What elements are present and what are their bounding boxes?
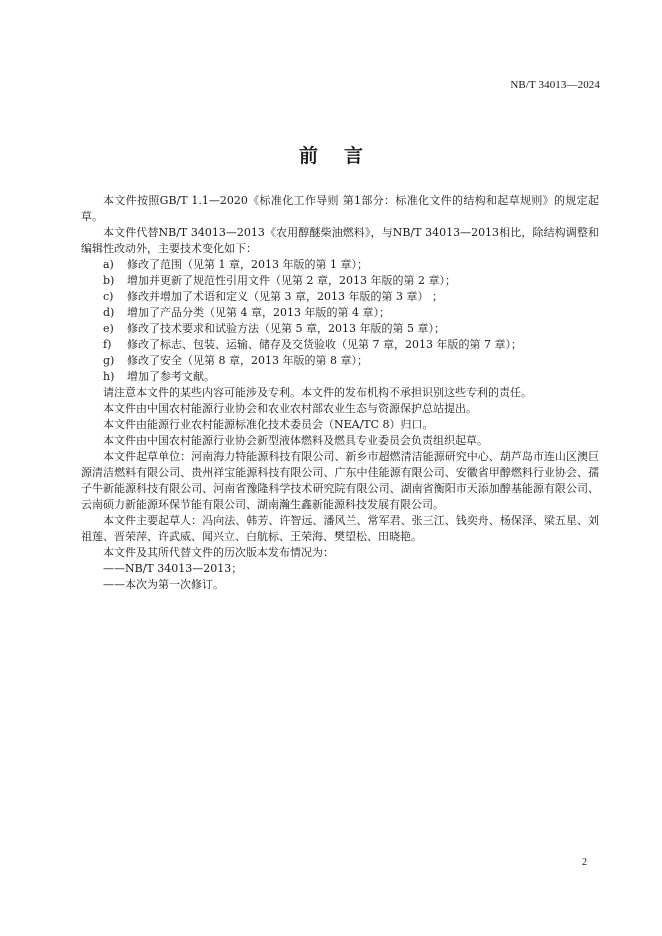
list-text: 修改了标志、包装、运输、储存及交货验收（见第 7 章，2013 年版的第 7 章）； (127, 338, 522, 351)
list-item: ——NB/T 34013—2013； (103, 562, 243, 575)
list-text: 修改了安全（见第 8 章，2013 年版的第 8 章）； (127, 354, 368, 367)
paragraph-drafting-units: 本文件起草单位：河南海力特能源科技有限公司、新乡市超燃清洁能源研究中心、葫芦岛市连山区澳巨源清洁燃料有限公司、贵州祥宝能源科技有限公司、广东中佳能源有限公司、安徽省甲醇燃料行业协会、孺子牛新能源科技有限公司、河南省豫隆科学技术研究院有限公司、湖南省衡阳市天添加醇基能源有限公司、云南硕力新能源环保节能有限公司、湖南瀚生鑫新能源科技发展有限公司。 (81, 450, 599, 511)
list-item (81, 321, 599, 337)
history-list (81, 561, 599, 593)
paragraph-drafters: 本文件主要起草人：冯向法、韩芳、许智远、潘风兰、常军君、张三江、钱奕舟、杨保泽、梁五星、刘祖莲、晋荣萍、许武威、闻兴立、白航标、王荣海、樊望松、田晓艳。 (81, 514, 599, 543)
list-item (81, 305, 599, 321)
list-text: 修改并增加了术语和定义（见第 3 章，2013 年版的第 3 章） ； (127, 290, 443, 303)
paragraph-proposed-by: 本文件由中国农村能源行业协会和农业农村部农业生态与资源保护总站提出。 (103, 402, 477, 415)
list-item: ——本次为第一次修订。 (103, 578, 224, 591)
list-text: 修改了范围（见第 1 章，2013 年版的第 1 章）； (127, 258, 368, 271)
list-item (81, 273, 599, 289)
list-item (81, 337, 599, 353)
list-marker: a) (103, 258, 114, 271)
list-text: 修改了技术要求和试验方法（见第 5 章，2013 年版的第 5 章）； (127, 322, 445, 335)
standard-number: NB/T 34013—2024 (510, 79, 600, 91)
paragraph-organized-by: 本文件由中国农村能源行业协会新型液体燃料及燃具专业委员会负责组织起草。 (103, 434, 488, 447)
foreword-body (81, 193, 599, 593)
list-marker: g) (103, 354, 115, 367)
page-number: 2 (582, 857, 587, 868)
list-marker: e) (103, 322, 114, 335)
list-marker: h) (103, 370, 115, 383)
paragraph-history-intro: 本文件及其所代替文件的历次版本发布情况为： (103, 546, 334, 559)
list-marker: c) (103, 290, 114, 303)
list-marker: b) (103, 274, 115, 287)
list-text: 增加并更新了规范性引用文件（见第 2 章，2013 年版的第 2 章）； (127, 274, 456, 287)
list-item (81, 369, 599, 385)
list-text: 增加了参考文献。 (127, 370, 215, 383)
list-item (81, 353, 599, 369)
list-text: 增加了产品分类（见第 4 章，2013 年版的第 4 章）； (127, 306, 390, 319)
list-item (81, 257, 599, 273)
paragraph-drafting-rules: 本文件按照GB/T 1.1—2020《标准化工作导则 第1部分：标准化文件的结构和起草规则》的规定起草。 (81, 194, 599, 223)
paragraph-managed-by: 本文件由能源行业农村能源标准化技术委员会（NEA/TC 8）归口。 (103, 418, 434, 431)
paragraph-patent-notice: 请注意本文件的某些内容可能涉及专利。本文件的发布机构不承担识别这些专利的责任。 (103, 386, 532, 399)
changes-list (81, 257, 599, 385)
list-item (81, 289, 599, 305)
list-marker: f) (103, 338, 112, 351)
list-marker: d) (103, 306, 115, 319)
page-title: 前言 (298, 145, 389, 167)
paragraph-replaces: 本文件代替NB/T 34013—2013《农用醇醚柴油燃料》，与NB/T 34013—2013相比，除结构调整和编辑性改动外，主要技术变化如下： (81, 226, 599, 255)
